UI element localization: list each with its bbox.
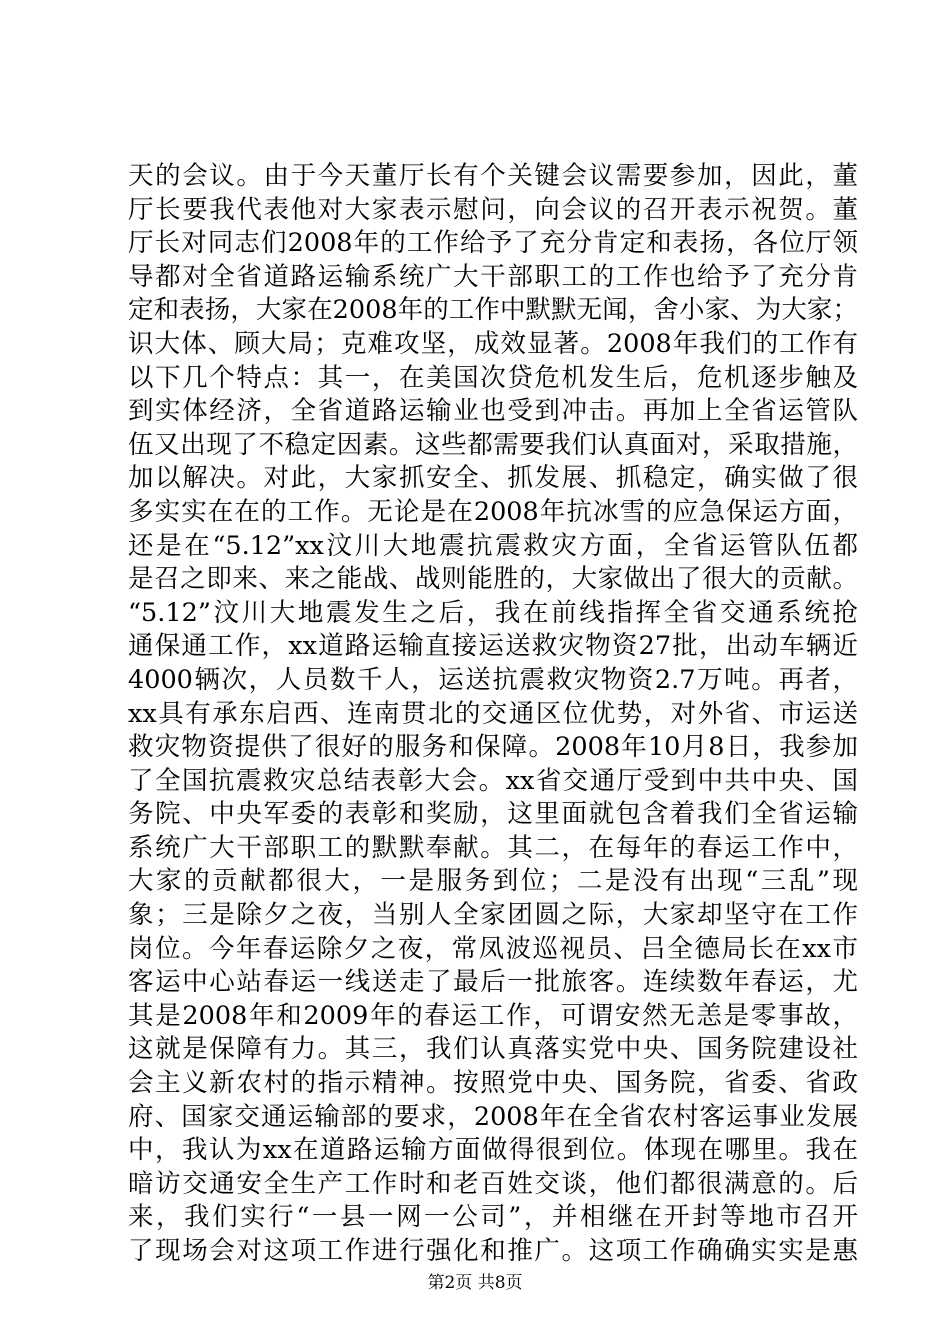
text-line: 会主义新农村的指示精神。按照党中央、国务院，省委、省政 [128, 1068, 858, 1099]
text-line: 象；三是除夕之夜，当别人全家团圆之际，大家却坚守在工作 [128, 900, 858, 931]
text-line: 导都对全省道路运输系统广大干部职工的工作也给予了充分肯 [128, 261, 858, 292]
body-text [128, 160, 858, 1269]
text-line: 通保通工作，xx道路运输直接运送救灾物资27批，出动车辆近 [128, 631, 858, 662]
text-line: 救灾物资提供了很好的服务和保障。2008年10月8日，我参加 [128, 732, 858, 763]
text-line: 中，我认为xx在道路运输方面做得很到位。体现在哪里。我在 [128, 1135, 858, 1166]
text-line: 岗位。今年春运除夕之夜，常凤波巡视员、吕全德局长在xx市 [128, 933, 858, 964]
text-line: 还是在“5.12”xx汶川大地震抗震救灾方面，全省运管队伍都 [128, 530, 858, 561]
text-line: 加以解决。对此，大家抓安全、抓发展、抓稳定，确实做了很 [128, 463, 858, 494]
text-line: “5.12”汶川大地震发生之后，我在前线指挥全省交通系统抢 [128, 597, 858, 628]
text-line: 伍又出现了不稳定因素。这些都需要我们认真面对，采取措施， [128, 429, 858, 460]
page-footer: 第2页 共8页 [427, 1273, 523, 1293]
text-line: xx具有承东启西、连南贯北的交通区位优势，对外省、市运送 [128, 698, 858, 729]
text-line: 天的会议。由于今天董厅长有个关键会议需要参加，因此，董 [128, 161, 858, 191]
text-line: 厅长对同志们2008年的工作给予了充分肯定和表扬，各位厅领 [128, 228, 858, 259]
text-line: 其是2008年和2009年的春运工作，可谓安然无恙是零事故， [128, 1000, 858, 1031]
text-line: 多实实在在的工作。无论是在2008年抗冰雪的应急保运方面， [128, 496, 858, 527]
text-line: 厅长要我代表他对大家表示慰问，向会议的召开表示祝贺。董 [128, 194, 858, 225]
text-line: 大家的贡献都很大，一是服务到位；二是没有出现“三乱”现 [128, 866, 858, 897]
text-line: 来，我们实行“一县一网一公司”，并相继在开封等地市召开 [128, 1202, 858, 1233]
text-line: 暗访交通安全生产工作时和老百姓交谈，他们都很满意的。后 [128, 1168, 858, 1199]
text-line: 了现场会对这项工作进行强化和推广。这项工作确确实实是惠 [128, 1236, 858, 1266]
text-line: 定和表扬，大家在2008年的工作中默默无闻，舍小家、为大家； [128, 295, 858, 326]
text-line: 务院、中央军委的表彰和奖励，这里面就包含着我们全省运输 [128, 799, 858, 830]
text-line: 到实体经济，全省道路运输业也受到冲击。再加上全省运管队 [128, 396, 858, 427]
text-line: 识大体、顾大局；克难攻坚，成效显著。2008年我们的工作有 [128, 328, 858, 359]
text-line: 4000辆次，人员数千人，运送抗震救灾物资2.7万吨。再者， [128, 664, 858, 695]
text-line: 这就是保障有力。其三，我们认真落实党中央、国务院建设社 [128, 1034, 858, 1065]
text-line: 府、国家交通运输部的要求，2008年在全省农村客运事业发展 [128, 1101, 858, 1132]
text-line: 是召之即来、来之能战、战则能胜的，大家做出了很大的贡献。 [128, 564, 858, 595]
text-line: 以下几个特点：其一，在美国次贷危机发生后，危机逐步触及 [128, 362, 858, 393]
text-line: 客运中心站春运一线送走了最后一批旅客。连续数年春运，尤 [128, 967, 858, 998]
text-line: 了全国抗震救灾总结表彰大会。xx省交通厅受到中共中央、国 [128, 765, 858, 796]
text-line: 系统广大干部职工的默默奉献。其二，在每年的春运工作中， [128, 832, 858, 863]
